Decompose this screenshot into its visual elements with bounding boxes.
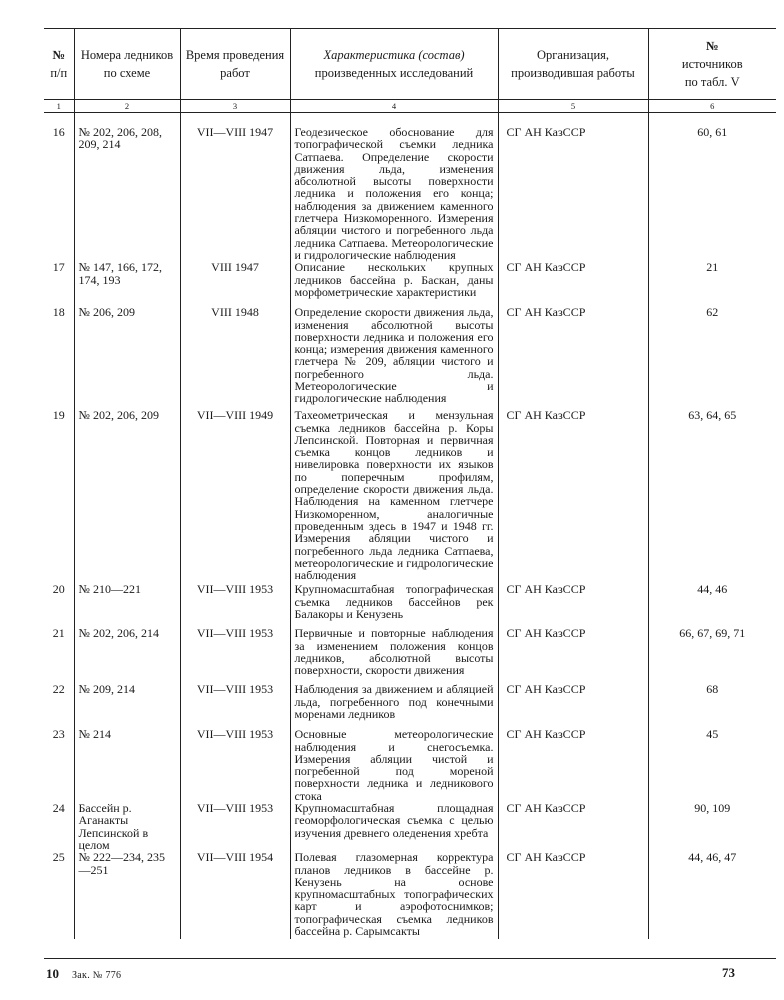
row-period: VII—VIII 1954 xyxy=(180,851,290,939)
table-row xyxy=(44,728,776,802)
row-number: 22 xyxy=(52,682,65,697)
header-description: Характеристика (состав) произведенных исследований xyxy=(290,29,498,100)
row-sources: 63, 64, 65 xyxy=(648,409,776,583)
row-glaciers: № 202, 206, 209 xyxy=(74,409,180,583)
table-row xyxy=(44,851,776,939)
column-index: 5 xyxy=(498,100,648,113)
row-glaciers: № 214 xyxy=(74,728,180,802)
row-sources: 62 xyxy=(648,306,776,409)
row-number: 25 xyxy=(52,850,65,865)
row-organization: СГ АН КазССР xyxy=(498,851,648,939)
row-description: Основные метеорологические наблюдения и снегосъемка. Измерения абляции чистой и погребенной под мореной поверхности ледника и ледникового стока xyxy=(290,728,498,802)
header-glaciers: Номера ледников по схеме xyxy=(74,29,180,100)
row-period: VII—VIII 1953 xyxy=(180,728,290,802)
print-order-mark: Зак. № 776 xyxy=(72,970,122,981)
row-sources: 60, 61 xyxy=(648,113,776,262)
table-row xyxy=(44,409,776,583)
row-glaciers: № 202, 206, 208, 209, 214 xyxy=(74,113,180,262)
row-description: Крупномасштабная топографическая съемка ледников бассейнов рек Балакоры и Кенузень xyxy=(290,583,498,627)
row-sources: 68 xyxy=(648,683,776,728)
row-sources: 45 xyxy=(648,728,776,802)
row-sources: 90, 109 xyxy=(648,802,776,851)
table-header-row xyxy=(44,29,776,100)
row-glaciers: № 222—234, 235—251 xyxy=(74,851,180,939)
table-row xyxy=(44,802,776,851)
row-number: 24 xyxy=(52,801,65,816)
row-period: VIII 1948 xyxy=(180,306,290,409)
table-row xyxy=(44,306,776,409)
row-organization: СГ АН КазССР xyxy=(498,728,648,802)
row-glaciers: Бассейн р. Аганакты Лепсинской в целом xyxy=(74,802,180,851)
row-number: 18 xyxy=(52,305,65,320)
row-description: Первичные и повторные наблюдения за изменением положения концов ледников, абсолютной высоты поверхности, скорости движения xyxy=(290,627,498,683)
column-index: 1 xyxy=(44,100,74,113)
header-organization: Организация, производившая работы xyxy=(498,29,648,100)
sheet-number: 10 xyxy=(46,966,59,981)
column-index: 6 xyxy=(648,100,776,113)
row-description: Крупномасштабная площадная геоморфологическая съемка с целью изучения древнего оледенения хребта xyxy=(290,802,498,851)
page-number: 73 xyxy=(722,965,735,980)
row-number: 17 xyxy=(52,260,65,275)
row-glaciers: № 210—221 xyxy=(74,583,180,627)
row-description: Полевая глазомерная корректура планов ледников в бассейне р. Кенузень на основе крупномасштабных топографических карт и аэрофотоснимков; топографическая съемка ледников бассейна р. Сарымсакты xyxy=(290,851,498,939)
row-sources: 66, 67, 69, 71 xyxy=(648,627,776,683)
table-row xyxy=(44,583,776,627)
row-organization: СГ АН КазССР xyxy=(498,261,648,306)
row-period: VII—VIII 1947 xyxy=(180,113,290,262)
table-row xyxy=(44,261,776,306)
row-number: 19 xyxy=(52,408,65,423)
row-number: 23 xyxy=(52,727,65,742)
row-period: VIII 1947 xyxy=(180,261,290,306)
row-description: Наблюдения за движением и абляцией льда, погребенного под конечными моренами ледников xyxy=(290,683,498,728)
row-sources: 44, 46, 47 xyxy=(648,851,776,939)
column-index-row xyxy=(44,100,776,113)
row-organization: СГ АН КазССР xyxy=(498,306,648,409)
row-period: VII—VIII 1953 xyxy=(180,802,290,851)
row-description: Определение скорости движения льда, изменения абсолютной высоты поверхности ледника и положения его конца; измерения движения каменного глетчера № 209, абляции чистого и погребенного льда. Метеорологические и гидрологические наблюдения xyxy=(290,306,498,409)
row-description: Геодезическое обоснование для топографической съемки ледника Сатпаева. Определение скорости движения льда, изменения абсолютной высоты поверхности ледника и положения его конца; наблюдения за движением каменного глетчера Низкоморенного. Измерения абляции чистого и погребенного льда ледника Сатпаева. Метеорологические и гидрологические наблюдения xyxy=(290,113,498,262)
expeditions-table xyxy=(44,28,776,939)
column-index: 2 xyxy=(74,100,180,113)
row-organization: СГ АН КазССР xyxy=(498,802,648,851)
row-organization: СГ АН КазССР xyxy=(498,409,648,583)
row-sources: 44, 46 xyxy=(648,583,776,627)
table-row xyxy=(44,627,776,683)
table-row xyxy=(44,683,776,728)
row-organization: СГ АН КазССР xyxy=(498,583,648,627)
row-description: Тахеометрическая и мензульная съемка ледников бассейна р. Коры Лепсинской. Повторная и первичная съемка концов ледников и нивелировка поверхности их языков по поперечным профилям, определение скорости движения льда. Наблюдения на каменном глетчере Низкоморенном, аналогичные проведенным здесь в 1947 и 1948 гг. Измерения абляции чистого и погребенного льда ледника Сатпаева, метеорологические и гидрологические наблюдения xyxy=(290,409,498,583)
row-glaciers: № 209, 214 xyxy=(74,683,180,728)
row-glaciers: № 206, 209 xyxy=(74,306,180,409)
row-organization: СГ АН КазССР xyxy=(498,627,648,683)
column-index: 3 xyxy=(180,100,290,113)
row-sources: 21 xyxy=(648,261,776,306)
row-glaciers: № 147, 166, 172, 174, 193 xyxy=(74,261,180,306)
row-organization: СГ АН КазССР xyxy=(498,113,648,262)
column-index: 4 xyxy=(290,100,498,113)
table-bottom-rule xyxy=(44,958,776,959)
row-glaciers: № 202, 206, 214 xyxy=(74,627,180,683)
header-number: № п/п xyxy=(44,29,74,100)
row-organization: СГ АН КазССР xyxy=(498,683,648,728)
table-row xyxy=(44,113,776,262)
row-number: 21 xyxy=(52,626,65,641)
row-period: VII—VIII 1953 xyxy=(180,583,290,627)
row-period: VII—VIII 1949 xyxy=(180,409,290,583)
row-number: 20 xyxy=(52,582,65,597)
row-number: 16 xyxy=(52,125,65,139)
row-description: Описание нескольких крупных ледников бассейна р. Баскан, даны морфометрические характеристики xyxy=(290,261,498,306)
header-period: Время проведения работ xyxy=(180,29,290,100)
row-period: VII—VIII 1953 xyxy=(180,627,290,683)
row-period: VII—VIII 1953 xyxy=(180,683,290,728)
header-sources: № источников по табл. V xyxy=(648,29,776,100)
page-footer-left xyxy=(46,966,121,982)
